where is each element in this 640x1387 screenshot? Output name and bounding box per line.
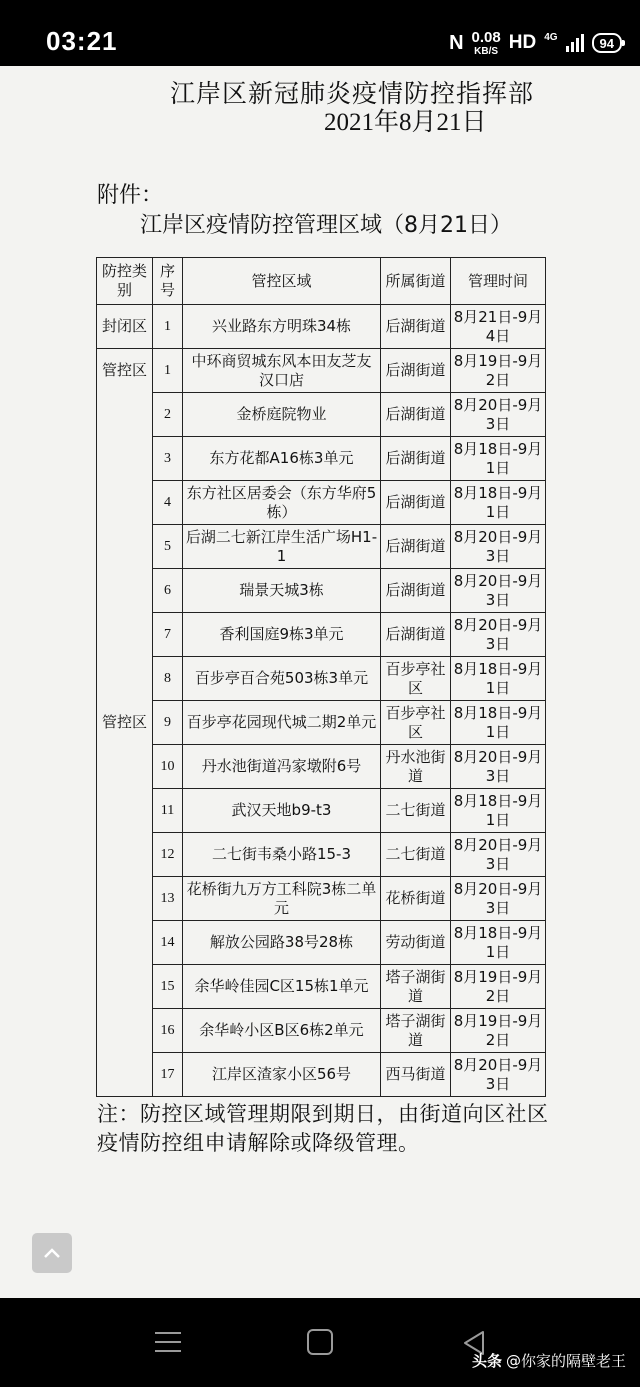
- table-row: [97, 1053, 546, 1097]
- cell-street: 后湖街道: [381, 349, 451, 393]
- cell-number: 12: [153, 833, 183, 877]
- home-button[interactable]: [307, 1329, 333, 1355]
- cell-period: 8月20日-9月3日: [451, 569, 546, 613]
- cell-period: 8月18日-9月1日: [451, 701, 546, 745]
- cell-period: 8月18日-9月1日: [451, 437, 546, 481]
- cell-number: 3: [153, 437, 183, 481]
- cell-category: 封闭区: [97, 305, 153, 349]
- navigation-bar: [0, 1298, 640, 1387]
- table-row: [97, 965, 546, 1009]
- cell-period: 8月20日-9月3日: [451, 613, 546, 657]
- document-note: 注：防控区域管理期限到期日，由街道向区社区疫情防控组申请解除或降级管理。: [97, 1102, 549, 1155]
- cell-period: 8月18日-9月1日: [451, 921, 546, 965]
- cell-period: 8月18日-9月1日: [451, 657, 546, 701]
- battery-icon: [592, 33, 622, 53]
- cell-period: 8月20日-9月3日: [451, 1053, 546, 1097]
- cell-category: 管控区: [97, 349, 153, 393]
- cell-street: 百步亭社区: [381, 657, 451, 701]
- cell-area: 江岸区渣家小区56号: [183, 1053, 381, 1097]
- cell-number: 10: [153, 745, 183, 789]
- battery-level: 94: [599, 35, 614, 51]
- cell-period: 8月18日-9月1日: [451, 481, 546, 525]
- cell-street: 塔子湖街道: [381, 965, 451, 1009]
- chevron-up-icon: [43, 1247, 61, 1259]
- table-row: [97, 921, 546, 965]
- cell-area: 东方社区居委会（东方华府5栋）: [183, 481, 381, 525]
- cell-street: 西马街道: [381, 1053, 451, 1097]
- document-image: [0, 66, 640, 1298]
- cell-street: 后湖街道: [381, 613, 451, 657]
- table-header-row: [97, 258, 546, 305]
- cell-area: 余华岭佳园C区15栋1单元: [183, 965, 381, 1009]
- cell-number: 8: [153, 657, 183, 701]
- cell-category: [97, 393, 153, 701]
- table-row: [97, 525, 546, 569]
- cell-category: 管控区: [97, 701, 153, 745]
- status-bar: [0, 0, 640, 66]
- cell-area: 二七街韦桑小路15-3: [183, 833, 381, 877]
- cell-street: 后湖街道: [381, 305, 451, 349]
- cell-period: 8月20日-9月3日: [451, 833, 546, 877]
- cell-period: 8月20日-9月3日: [451, 877, 546, 921]
- cell-area: 东方花都A16栋3单元: [183, 437, 381, 481]
- header-area: 管控区域: [183, 258, 381, 305]
- table-row: [97, 701, 546, 745]
- cell-number: 2: [153, 393, 183, 437]
- cell-area: 兴业路东方明珠34栋: [183, 305, 381, 349]
- cell-street: 塔子湖街道: [381, 1009, 451, 1053]
- cell-number: 11: [153, 789, 183, 833]
- document-header-title: 江岸区新冠肺炎疫情防控指挥部: [170, 79, 535, 108]
- recent-apps-button[interactable]: [155, 1332, 181, 1352]
- table-row: [97, 833, 546, 877]
- header-number: 序号: [153, 258, 183, 305]
- network-type: 4G: [544, 31, 558, 43]
- watermark: [472, 1350, 626, 1371]
- cell-number: 1: [153, 349, 183, 393]
- header-category: 防控类别: [97, 258, 153, 305]
- cell-period: 8月19日-9月2日: [451, 349, 546, 393]
- cell-area: 香利国庭9栋3单元: [183, 613, 381, 657]
- cell-period: 8月19日-9月2日: [451, 1009, 546, 1053]
- watermark-user: @你家的隔壁老王: [505, 1352, 626, 1370]
- cell-number: 13: [153, 877, 183, 921]
- table-row: [97, 569, 546, 613]
- cell-number: 4: [153, 481, 183, 525]
- cell-number: 6: [153, 569, 183, 613]
- cell-number: 14: [153, 921, 183, 965]
- cell-period: 8月18日-9月1日: [451, 789, 546, 833]
- network-speed-unit: KB/S: [474, 45, 499, 57]
- cell-number: 15: [153, 965, 183, 1009]
- status-icons: [449, 26, 622, 60]
- cell-area: 中环商贸城东风本田友芝友汉口店: [183, 349, 381, 393]
- nfc-icon: N: [449, 31, 464, 54]
- header-period: 管理时间: [451, 258, 546, 305]
- cell-street: 二七街道: [381, 789, 451, 833]
- cell-street: 丹水池街道: [381, 745, 451, 789]
- cell-period: 8月20日-9月3日: [451, 525, 546, 569]
- cell-street: 后湖街道: [381, 525, 451, 569]
- cell-area: 后湖二七新江岸生活广场H1-1: [183, 525, 381, 569]
- table-row: [97, 349, 546, 393]
- cell-area: 百步亭百合苑503栋3单元: [183, 657, 381, 701]
- clock: 03:21: [46, 26, 118, 56]
- cell-street: 后湖街道: [381, 437, 451, 481]
- scroll-to-top-button[interactable]: [32, 1233, 72, 1273]
- signal-icon: [566, 34, 584, 52]
- table-row: [97, 789, 546, 833]
- header-street: 所属街道: [381, 258, 451, 305]
- table-row: [97, 657, 546, 701]
- cell-street: 二七街道: [381, 833, 451, 877]
- table-row: [97, 613, 546, 657]
- cell-period: 8月20日-9月3日: [451, 745, 546, 789]
- cell-street: 后湖街道: [381, 569, 451, 613]
- table-row: [97, 1009, 546, 1053]
- cell-area: 武汉天地b9-t3: [183, 789, 381, 833]
- cell-category: [97, 745, 153, 1097]
- cell-street: 后湖街道: [381, 481, 451, 525]
- network-speed-value: 0.08: [471, 28, 501, 46]
- cell-street: 花桥街道: [381, 877, 451, 921]
- cell-street: 后湖街道: [381, 393, 451, 437]
- cell-number: 1: [153, 305, 183, 349]
- document-subtitle: 江岸区疫情防控管理区域（8月21日）: [140, 213, 512, 238]
- cell-area: 金桥庭院物业: [183, 393, 381, 437]
- cell-street: 百步亭社区: [381, 701, 451, 745]
- cell-period: 8月19日-9月2日: [451, 965, 546, 1009]
- cell-period: 8月21日-9月4日: [451, 305, 546, 349]
- attachment-label: 附件：: [97, 183, 164, 208]
- table-row: [97, 481, 546, 525]
- cell-number: 9: [153, 701, 183, 745]
- table-row: [97, 437, 546, 481]
- cell-area: 花桥街九万方工科院3栋二单元: [183, 877, 381, 921]
- table-row: [97, 745, 546, 789]
- cell-area: 余华岭小区B区6栋2单元: [183, 1009, 381, 1053]
- cell-number: 17: [153, 1053, 183, 1097]
- hd-icon: HD: [508, 32, 537, 53]
- cell-street: 劳动街道: [381, 921, 451, 965]
- cell-area: 解放公园路38号28栋: [183, 921, 381, 965]
- cell-area: 百步亭花园现代城二期2单元: [183, 701, 381, 745]
- table-row: [97, 393, 546, 437]
- table-row: [97, 877, 546, 921]
- cell-period: 8月20日-9月3日: [451, 393, 546, 437]
- table-row: [97, 305, 546, 349]
- cell-number: 5: [153, 525, 183, 569]
- cell-area: 瑞景天城3栋: [183, 569, 381, 613]
- cell-area: 丹水池街道冯家墩附6号: [183, 745, 381, 789]
- network-speed: [472, 30, 501, 57]
- document-header-date: 2021年8月21日: [324, 109, 487, 136]
- control-area-table: [96, 257, 546, 1097]
- cell-number: 7: [153, 613, 183, 657]
- cell-number: 16: [153, 1009, 183, 1053]
- watermark-brand: 头条: [471, 1352, 502, 1370]
